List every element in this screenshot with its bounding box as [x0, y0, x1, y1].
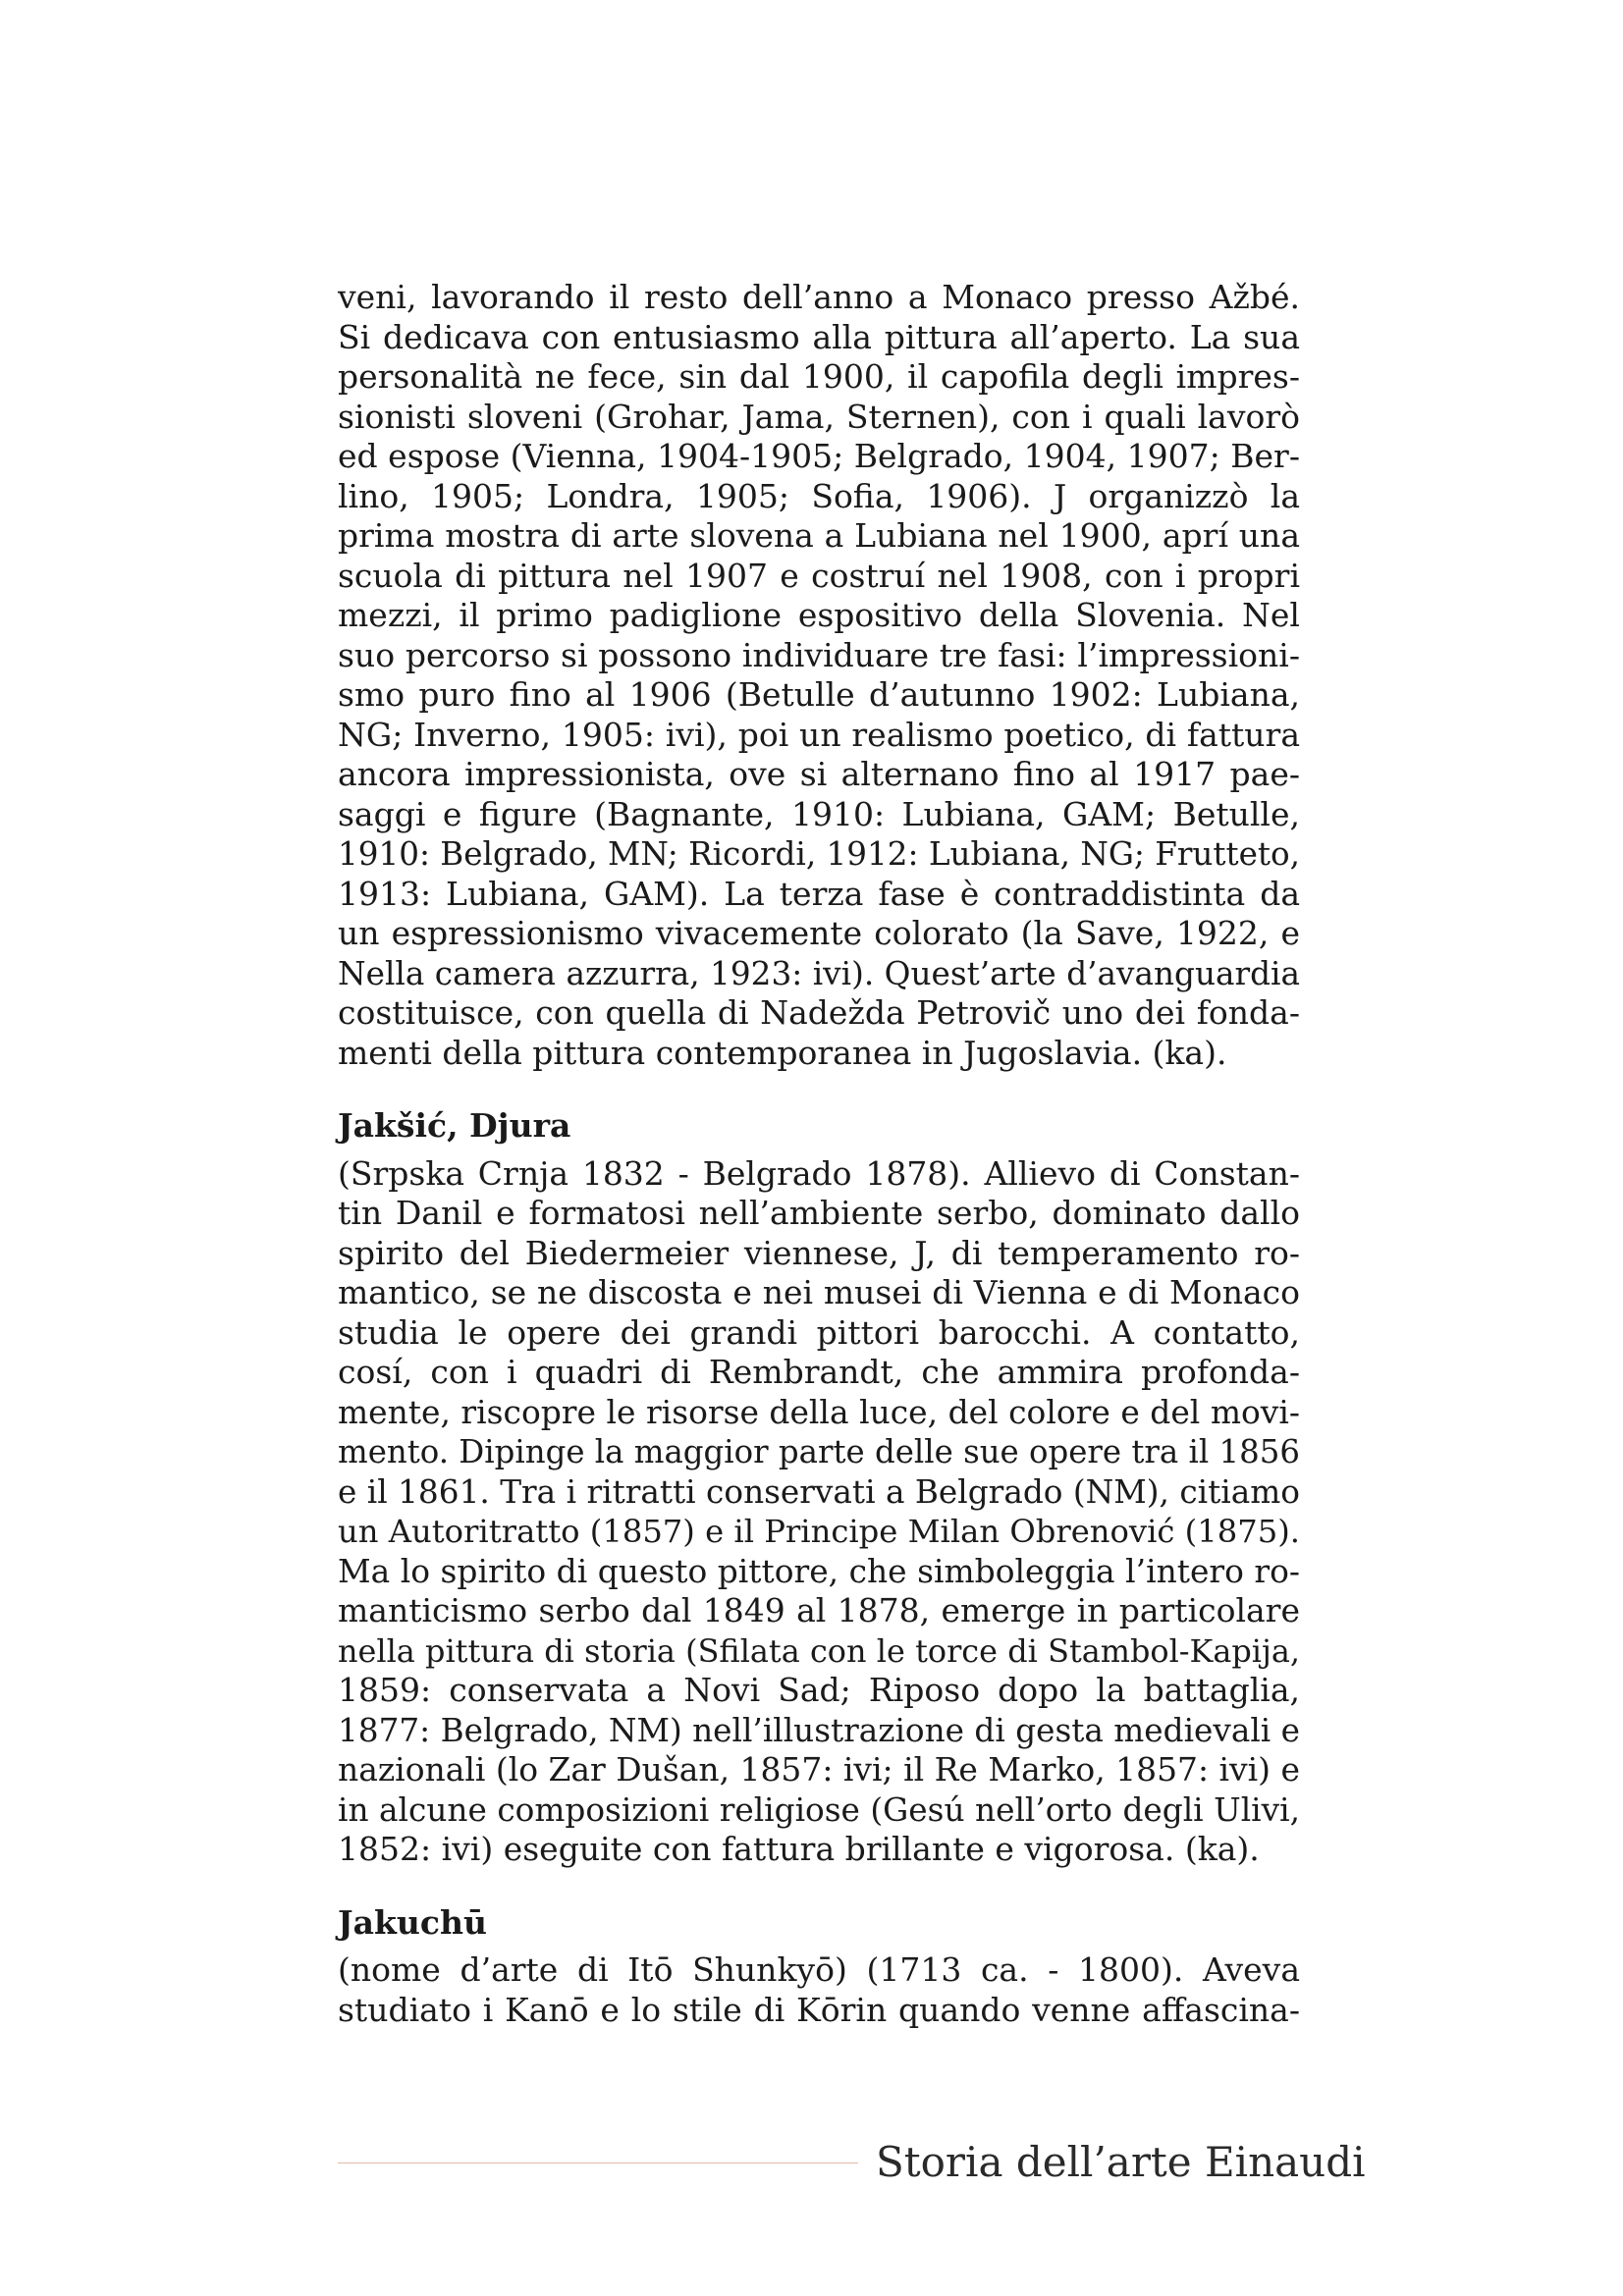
text-line: veni, lavorando il resto dell’anno a Monaco presso Ažbé. [338, 278, 1300, 316]
text-line: un Autoritratto (1857) e il Principe Milan Obrenović (1875). [338, 1513, 1300, 1550]
text-line: scuola di pittura nel 1907 e costruí nel 1908, con i propri [338, 556, 1300, 595]
text-line: menti della pittura contemporanea in Jugoslavia. (ka). [338, 1033, 1227, 1072]
text-line: 1913: Lubiana, GAM). La terza fase è contraddistinta da [338, 874, 1300, 913]
text-line: personalità ne fece, sin dal 1900, il capofila degli impres- [338, 357, 1300, 396]
text-line: 1859: conservata a Novi Sad; Riposo dopo la battaglia, [338, 1671, 1300, 1709]
text-line: ed espose (Vienna, 1904-1905; Belgrado, 1904, 1907; Ber- [338, 437, 1300, 475]
entry-title-jakuchu: Jakuchū [338, 1902, 487, 1942]
text-line: prima mostra di arte slovena a Lubiana nel 1900, aprí una [338, 516, 1300, 555]
text-line: lino, 1905; Londra, 1905; Sofia, 1906). J organizzò la [338, 476, 1300, 515]
text-line: cosí, con i quadri di Rembrandt, che ammira profonda- [338, 1353, 1300, 1391]
text-line: e il 1861. Tra i ritratti conservati a Belgrado (NM), citiamo [338, 1472, 1300, 1511]
text-line: Ma lo spirito di questo pittore, che simboleggia l’intero ro- [338, 1551, 1300, 1590]
text-line: spirito del Biedermeier viennese, J, di temperamento ro- [338, 1233, 1300, 1272]
text-line: mento. Dipinge la maggior parte delle sue opere tra il 1856 [338, 1433, 1300, 1470]
text-line: suo percorso si possono individuare tre fasi: l’impressioni- [338, 635, 1300, 674]
text-line: costituisce, con quella di Nadežda Petrovič uno dei fonda- [338, 993, 1300, 1032]
text-line: saggi e figure (Bagnante, 1910: Lubiana, GAM; Betulle, [338, 794, 1300, 833]
text-line: ancora impressionista, ove si alternano fino al 1917 pae- [338, 755, 1300, 793]
text-line: studiato i Kanō e lo stile di Kōrin quando venne affascina- [338, 1990, 1300, 2029]
text-line: in alcune composizioni religiose (Gesú nell’orto degli Ulivi, [338, 1790, 1300, 1829]
text-line: nella pittura di storia (Sfilata con le torce di Stambol-Kapija, [338, 1631, 1300, 1670]
text-line: smo puro fino al 1906 (Betulle d’autunno 1902: Lubiana, [338, 675, 1300, 714]
footer-title: Storia dell’arte Einaudi [876, 2138, 1366, 2186]
page-body [338, 278, 1300, 2030]
text-line: NG; Inverno, 1905: ivi), poi un realismo poetico, di fattura [338, 715, 1300, 754]
text-line: sionisti sloveni (Grohar, Jama, Sternen), con i quali lavorò [338, 397, 1300, 436]
text-line: 1852: ivi) eseguite con fattura brillante e vigorosa. (ka). [338, 1830, 1260, 1868]
text-line: manticismo serbo dal 1849 al 1878, emerge in particolare [338, 1591, 1300, 1629]
text-line: 1877: Belgrado, NM) nell’illustrazione di gesta medievali e [338, 1711, 1300, 1749]
text-line: mezzi, il primo padiglione espositivo della Slovenia. Nel [338, 596, 1300, 634]
text-line: mente, riscopre le risorse della luce, del colore e del movi- [338, 1392, 1300, 1431]
text-line: (Srpska Crnja 1832 - Belgrado 1878). Allievo di Constan- [338, 1153, 1300, 1193]
entry-title-jaksic: Jakšić, Djura [338, 1106, 571, 1145]
text-line: tin Danil e formatosi nell’ambiente serbo, dominato dallo [338, 1194, 1300, 1232]
entry-body-jakuchu [338, 1950, 1300, 2030]
paragraph-continued [338, 278, 1300, 1073]
text-line: nazionali (lo Zar Dušan, 1857: ivi; il Re Marko, 1857: ivi) e [338, 1750, 1300, 1789]
entry-body-jaksic [338, 1154, 1300, 1870]
text-line: Nella camera azzurra, 1923: ivi). Quest’arte d’avanguardia [338, 954, 1300, 992]
text-line: studia le opere dei grandi pittori barocchi. A contatto, [338, 1312, 1300, 1352]
text-line: mantico, se ne discosta e nei musei di Vienna e di Monaco [338, 1273, 1300, 1311]
text-line: Si dedicava con entusiasmo alla pittura all’aperto. La sua [338, 317, 1300, 356]
text-line: 1910: Belgrado, MN; Ricordi, 1912: Lubiana, NG; Frutteto, [338, 835, 1300, 873]
text-line: (nome d’arte di Itō Shunkyō) (1713 ca. - 1800). Aveva [338, 1950, 1300, 1989]
text-line: un espressionismo vivacemente colorato (la Save, 1922, e [338, 914, 1300, 952]
